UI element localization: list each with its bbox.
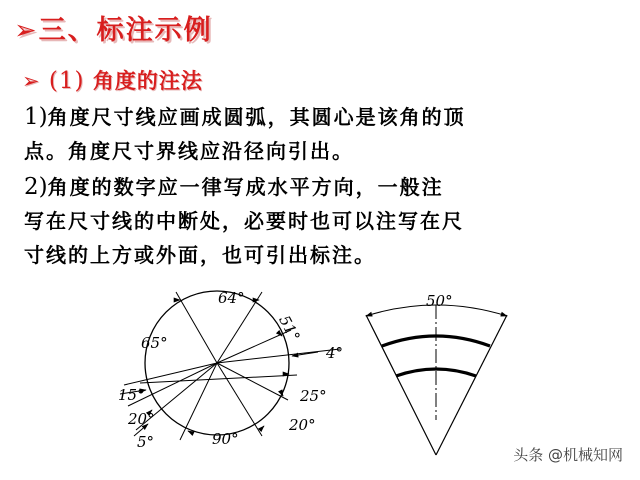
label-64: 64° [218, 289, 245, 307]
label-20-left: 20° [128, 410, 155, 428]
paragraph-2-line-2: 写在尺寸线的中断处，必要时也可以注写在尺 [24, 209, 464, 233]
paragraph-1-line-2: 点。角度尺寸界线应沿径向引出。 [24, 139, 354, 163]
label-15: 15° [118, 386, 145, 404]
label-65: 65° [141, 334, 168, 352]
label-20-right: 20° [289, 416, 316, 434]
circle-angle-drawing [118, 289, 343, 451]
bullet-arrow-icon: ➢ [22, 69, 41, 93]
paragraph-2-line-3: 寸线的上方或外面，也可引出标注。 [24, 243, 376, 267]
label-5: 5° [137, 433, 155, 451]
label-25: 25° [300, 387, 327, 405]
paragraph-2-line-1: 2)角度的数字应一律写成水平方向，一般注 [24, 174, 444, 200]
subsection-title: 角度的注法 [92, 69, 203, 93]
label-50: 50° [426, 292, 453, 310]
label-4: 4° [326, 344, 344, 362]
paragraph-1-line-1: 1)角度尺寸线应画成圆弧，其圆心是该角的顶 [24, 104, 466, 130]
subsection-number: (1) [48, 68, 85, 94]
label-51: 51° [275, 312, 304, 345]
sector-angle-drawing [366, 292, 507, 455]
watermark: 头条 @机械知网 [510, 443, 626, 466]
label-90: 90° [212, 430, 239, 448]
paragraph-1-number: 1) [24, 104, 48, 130]
section-heading: ➢三、标注示例 [14, 15, 213, 46]
paragraph-2-number: 2) [24, 174, 48, 200]
